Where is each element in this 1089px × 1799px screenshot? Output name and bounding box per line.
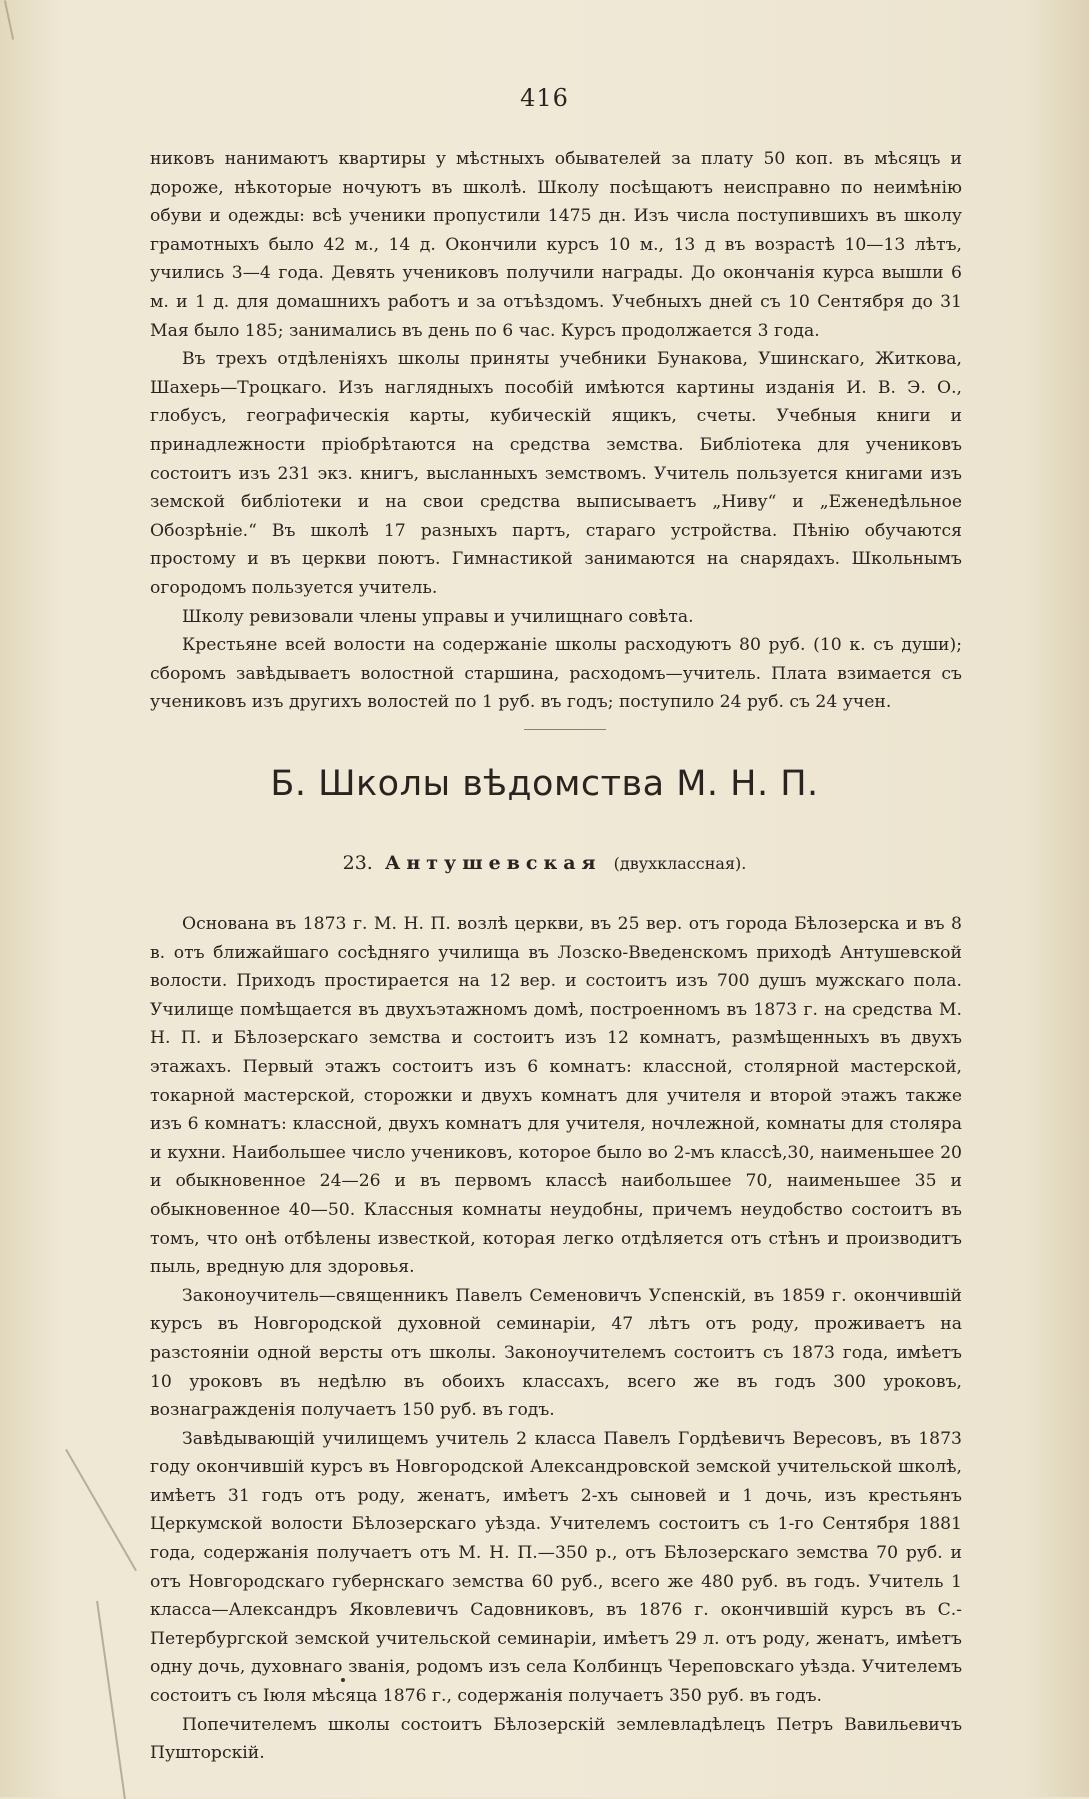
paragraph: Основана въ 1873 г. М. Н. П. возлѣ церкви, въ 25 вер. отъ города Бѣлозерска и въ 8 в. отъ ближайшаго сосѣдняго училища въ Лозско-Введенскомъ приходѣ Антушевской волости. Приходъ простирается на 12 вер. и состоитъ изъ 700 душъ мужскаго пола. Училище помѣщается въ двухъэтажномъ домѣ, построенномъ въ 1873 г. на средства М. Н. П. и Бѣлозерскаго земства и состоитъ изъ 12 комнатъ, размѣщенныхъ въ двухъ этажахъ. Первый этажъ состоитъ изъ 6 комнатъ: классной, столярной мастерской, токарной мастерской, сторожки и двухъ комнатъ для учителя и второй этажъ также изъ 6 комнатъ: классной, двухъ комнатъ для учителя, ночлежной, комнаты для столяра и кухни. Наибольшее число учениковъ, которое было во 2-мъ классѣ,30, наименьшее 20 и обыкновенное 24—26 и въ первомъ классѣ наибольшее 70, наименьшее 35 и обыкновенное 40—50. Классныя комнаты неудобны, причемъ неудобство состоитъ въ томъ, что онѣ отбѣлены известкой, которая легко отдѣляется отъ стѣнъ и производитъ пыль, вредную для здоровья. — [150, 914, 962, 1278]
page-number: 416 — [520, 84, 569, 112]
paragraph: Завѣдывающій училищемъ учитель 2 класса Павелъ Гордѣевичъ Вересовъ, въ 1873 году окончившій курсъ въ Новгородской Александровской земской учительской школѣ, имѣетъ 31 годъ отъ роду, женатъ, имѣетъ 2-хъ сыновей и 1 дочь, изъ крестьянъ Церкумской волости Бѣлозерскаго уѣзда. Учителемъ состоитъ съ 1-го Сентября 1881 года, содержанія получаетъ отъ М. Н. П.—350 р., отъ Бѣлозерскаго земства 70 руб. и отъ Новгородскаго губернскаго земства 60 руб., всего же 480 руб. въ годъ. Учитель 1 класса—Александръ Яковлевичъ Садовниковъ, въ 1876 г. окончившій курсъ въ С.-Петербургской земской учительской семинаріи, имѣетъ 29 л. отъ роду, женатъ, имѣетъ одну дочь, духовнаго званія, родомъ изъ села Колбинцъ Череповскаго уѣзда. Учителемъ состоитъ съ Іюля мѣсяца 1876 г., содержанія получаетъ 350 руб. въ годъ. — [150, 1428, 962, 1707]
section-separator — [524, 729, 606, 730]
paragraph: Законоучитель—священникъ Павелъ Семеновичъ Успенскій, въ 1859 г. окончившій курсъ въ Новгородской духовной семинаріи, 47 лѣтъ отъ роду, проживаетъ на разстояніи одной версты отъ школы. Законоучителемъ состоитъ съ 1873 года, имѣетъ 10 уроковъ въ недѣлю въ обоихъ классахъ, всего же въ годъ 300 уроковъ, вознагражденія получаетъ 150 руб. въ годъ. — [150, 1285, 962, 1421]
paragraph: Попечителемъ школы состоитъ Бѣлозерскій землевладѣлецъ Петръ Вавильевичъ Пушторскій. — [150, 1714, 962, 1764]
school-name: Антушевская — [384, 852, 602, 874]
school-heading — [0, 852, 1089, 874]
paragraph: Школу ревизовали члены управы и училищнаго совѣта. — [182, 606, 694, 627]
ink-dot — [341, 1678, 345, 1682]
top-text-block — [150, 145, 962, 717]
section-heading: Б. Школы вѣдомства М. Н. П. — [270, 764, 819, 804]
margin-scratch-line — [96, 1601, 126, 1799]
bottom-text-block — [150, 910, 962, 1768]
margin-scratch-line — [65, 1449, 137, 1571]
margin-scratch-line — [4, 0, 14, 40]
school-number: 23. — [342, 852, 373, 874]
paragraph: Въ трехъ отдѣленіяхъ школы приняты учебники Бунакова, Ушинскаго, Житкова, Шахерь—Троцкаго. Изъ наглядныхъ пособій имѣются картины изданія И. В. Э. О., глобусъ, географическія карты, кубическій ящикъ, счеты. Учебныя книги и принадлежности пріобрѣтаются на средства земства. Библіотека для учениковъ состоитъ изъ 231 экз. книгъ, высланныхъ земствомъ. Учитель пользуется книгами изъ земской библіотеки и на свои средства выписываетъ „Ниву“ и „Еженедѣльное Обозрѣніе.“ Въ школѣ 17 разныхъ партъ, стараго устройства. Пѣнію обучаются простому и въ церкви поютъ. Гимнастикой занимаются на снарядахъ. Школьнымъ огородомъ пользуется учитель. — [150, 349, 962, 598]
paragraph: никовъ нанимаютъ квартиры у мѣстныхъ обывателей за плату 50 коп. въ мѣсяцъ и дороже, нѣкоторые ночуютъ въ школѣ. Школу посѣщаютъ неисправно по неимѣнію обуви и одежды: всѣ ученики пропустили 1475 дн. Изъ числа поступившихъ въ школу грамотныхъ было 42 м., 14 д. Окончили курсъ 10 м., 13 д въ возрастѣ 10—13 лѣтъ, учились 3—4 года. Девять учениковъ получили награды. До окончанія курса вышли 6 м. и 1 д. для домашнихъ работъ и за отъѣздомъ. Учебныхъ дней съ 10 Сентября до 31 Мая было 185; занимались въ день по 6 час. Курсъ продолжается 3 года. — [150, 149, 962, 341]
paragraph: Крестьяне всей волости на содержаніе школы расходуютъ 80 руб. (10 к. съ души); сборомъ завѣдываетъ волостной старшина, расходомъ—учитель. Плата взимается съ учениковъ изъ другихъ волостей по 1 руб. въ годъ; поступило 24 руб. съ 24 учен. — [150, 635, 962, 713]
school-type: (двухклассная). — [613, 854, 747, 873]
